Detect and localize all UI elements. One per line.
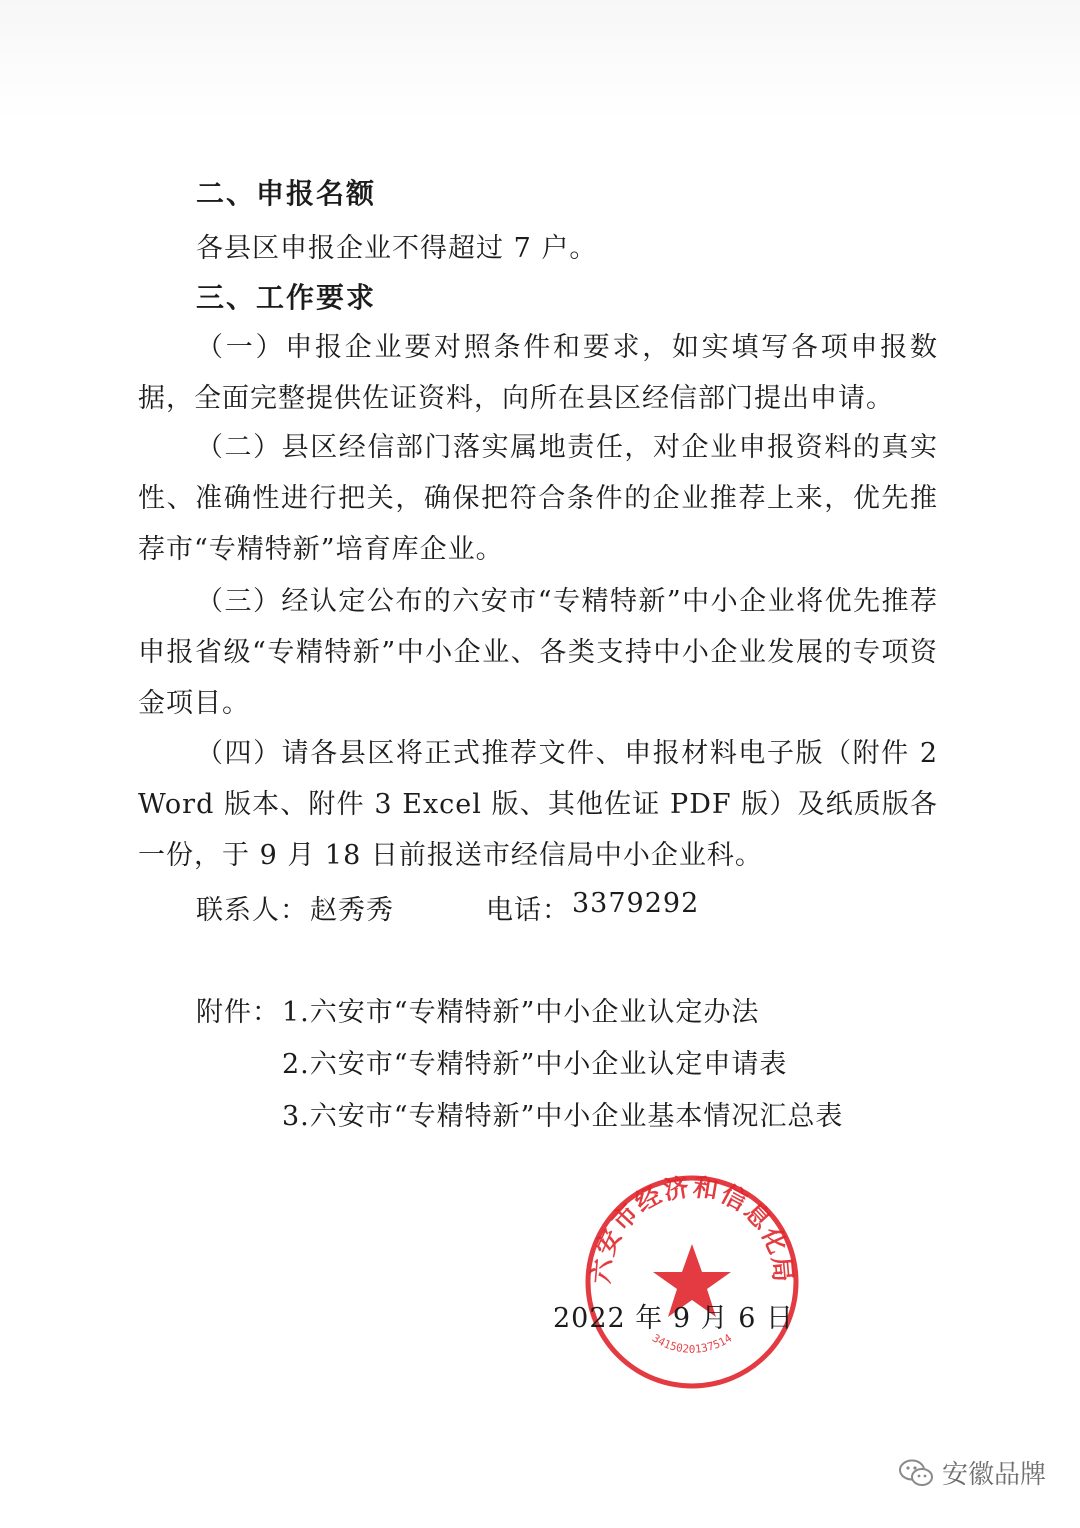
- requirement-3: （三）经认定公布的六安市“专精特新”中小企业将优先推荐申报省级“专精特新”中小企业、各类支持中小企业发展的专项资金项目。: [138, 586, 938, 719]
- contact-phone: 3379292: [572, 888, 700, 919]
- official-seal: [582, 1172, 802, 1392]
- contact-person-label: 联系人：: [196, 895, 308, 926]
- contact-phone-label: 电话：: [486, 895, 570, 926]
- watermark-text: 安徽品牌: [941, 1460, 1046, 1490]
- contact-person-name: 赵秀秀: [310, 895, 394, 926]
- attachment-item-1: 1.六安市“专精特新”中小企业认定办法: [282, 997, 760, 1028]
- requirement-2: （二）县区经信部门落实属地责任，对企业申报资料的真实性、准确性进行把关，确保把符合条件的企业推荐上来，优先推荐市“专精特新”培育库企业。: [138, 432, 938, 565]
- wechat-icon: [898, 1458, 934, 1488]
- requirement-1: （一）申报企业要对照条件和要求，如实填写各项申报数据，全面完整提供佐证资料，向所在县区经信部门提出申请。: [138, 332, 938, 414]
- seal-text: 六安市经济和信息化局: [586, 1172, 798, 1285]
- seal-code: 3415020137514: [649, 1331, 735, 1356]
- attachments-label: 附件：: [196, 997, 280, 1028]
- requirement-4: （四）请各县区将正式推荐文件、申报材料电子版（附件 2 Word 版本、附件 3 Excel 版、其他佐证 PDF 版）及纸质版各一份，于 9 月 18 日前报送市经信局中小企业科。: [138, 738, 938, 871]
- quota-heading: 二、申报名额: [196, 177, 377, 210]
- quota-text: 各县区申报企业不得超过 7 户。: [196, 233, 598, 264]
- attachment-item-3: 3.六安市“专精特新”中小企业基本情况汇总表: [282, 1101, 844, 1132]
- watermark: [898, 1454, 1046, 1491]
- requirements-heading: 三、工作要求: [196, 281, 377, 314]
- document-date: 2022 年 9 月 6 日: [553, 1303, 794, 1334]
- attachment-item-2: 2.六安市“专精特新”中小企业认定申请表: [282, 1049, 788, 1080]
